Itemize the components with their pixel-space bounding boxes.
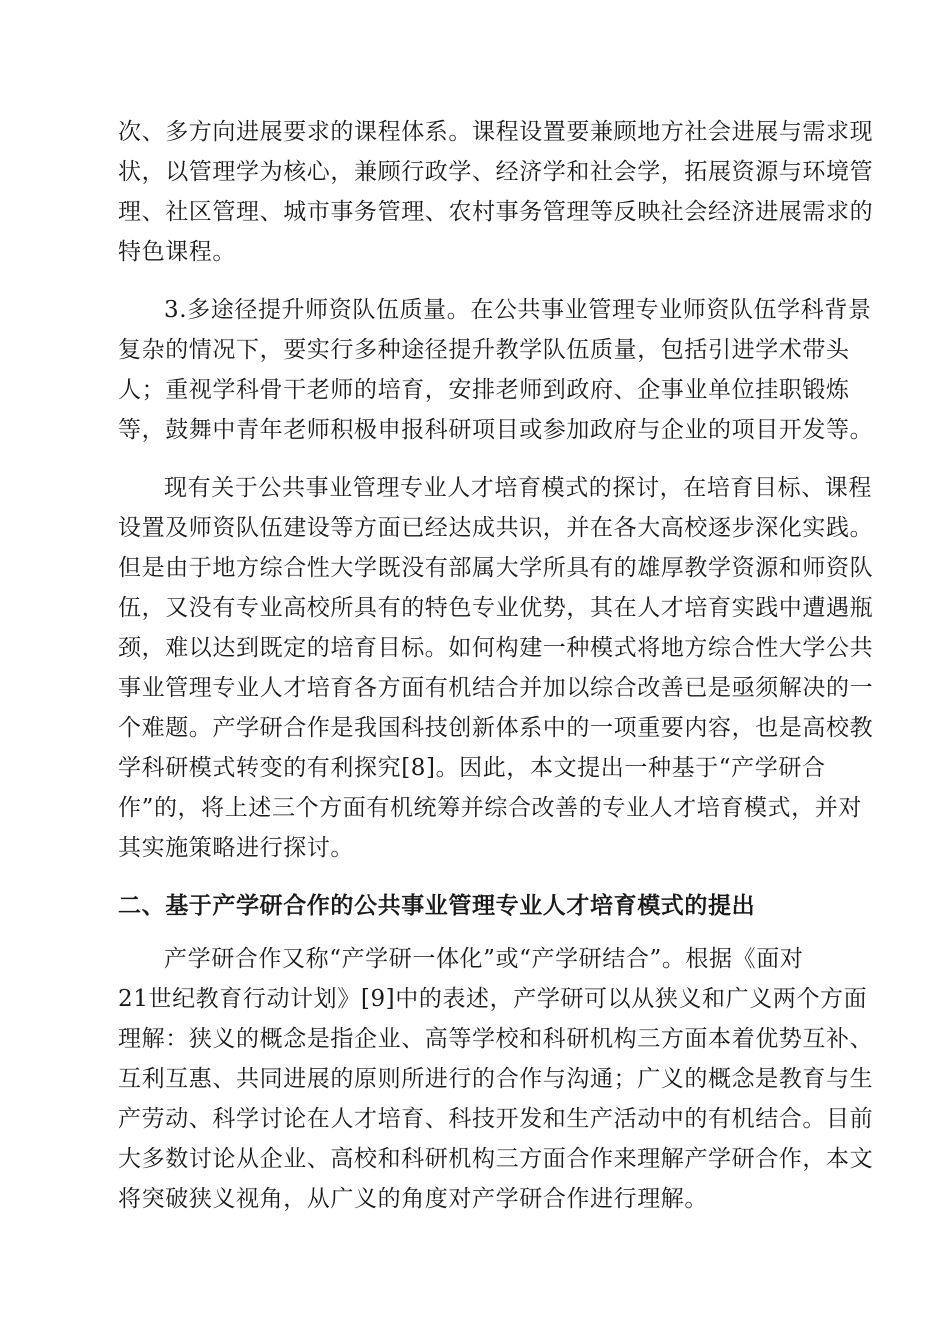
text-line: 3.多途径提升师资队伍质量。在公共事业管理专业师资队伍学科背景 [164,297,872,323]
text-line: 理解：狭义的概念是指企业、高等学校和科研机构三方面本着优势互补、 [118,1026,874,1052]
text-line: 但是由于地方综合性大学既没有部属大学所具有的雄厚教学资源和师资队 [118,555,874,581]
document-body [118,112,874,1219]
text-line: 产劳动、科学讨论在人才培育、科技开发和生产活动中的有机结合。目前 [118,1106,874,1132]
text-line: 作”的，将上述三个方面有机统筹并综合改善的专业人才培育模式，并对 [118,795,862,821]
text-line: 大多数讨论从企业、高校和科研机构三方面合作来理解产学研合作，本文 [118,1146,874,1172]
text-line: 现有关于公共事业管理专业人才培育模式的探讨，在培育目标、课程 [164,475,872,501]
text-line: 21世纪教育行动计划》[9]中的表述，产学研可以从狭义和广义两个方面 [118,986,868,1012]
text-line: 等，鼓舞中青年老师积极申报科研项目或参加政府与企业的项目开发等。 [118,417,874,443]
paragraph-existing-research [118,468,874,868]
text-line: 伍，又没有专业高校所具有的特色专业优势，其在人才培育实践中遭遇瓶 [118,595,874,621]
text-line: 次、多方向进展要求的课程体系。课程设置要兼顾地方社会进展与需求现 [118,119,874,145]
paragraph-spacer [118,450,832,468]
section-heading: 二、基于产学研合作的公共事业管理专业人才培育模式的提出 [118,893,756,919]
text-line: 复杂的情况下，要实行多种途径提升教学队伍质量，包括引进学术带头 [118,337,850,363]
heading-spacer [118,868,832,886]
text-line: 特色课程。 [118,239,236,265]
text-line: 理、社区管理、城市事务管理、农村事务管理等反映社会经济进展需求的 [118,199,874,225]
text-line: 互利互惠、共同进展的原则所进行的合作与沟通；广义的概念是教育与生 [118,1066,874,1092]
text-line: 设置及师资队伍建设等方面已经达成共识，并在各大高校逐步深化实践。 [118,515,874,541]
paragraph-industry-university-research [118,939,874,1219]
text-line: 状，以管理学为核心，兼顾行政学、经济学和社会学，拓展资源与环境管 [118,159,874,185]
text-line: 将突破狭义视角，从广义的角度对产学研合作进行理解。 [118,1186,708,1212]
text-line: 其实施策略进行探讨。 [118,835,354,861]
paragraph-faculty-quality [118,290,874,450]
text-line: 个难题。产学研合作是我国科技创新体系中的一项重要内容，也是高校教 [118,715,874,741]
text-line: 学科研模式转变的有利探究[8]。因此，本文提出一种基于“产学研合 [118,755,826,781]
text-line: 事业管理专业人才培育各方面有机结合并加以综合改善已是亟须解决的一 [118,675,874,701]
text-line: 颈，难以达到既定的培育目标。如何构建一种模式将地方综合性大学公共 [118,635,874,661]
paragraph-curriculum-continued [118,112,874,272]
heading-spacer [118,926,832,939]
text-line: 产学研合作又称“产学研一体化”或“产学研结合”。根据《面对 [164,946,804,972]
text-line: 人；重视学科骨干老师的培育，安排老师到政府、企事业单位挂职锻炼 [118,377,850,403]
paragraph-spacer [118,272,832,290]
